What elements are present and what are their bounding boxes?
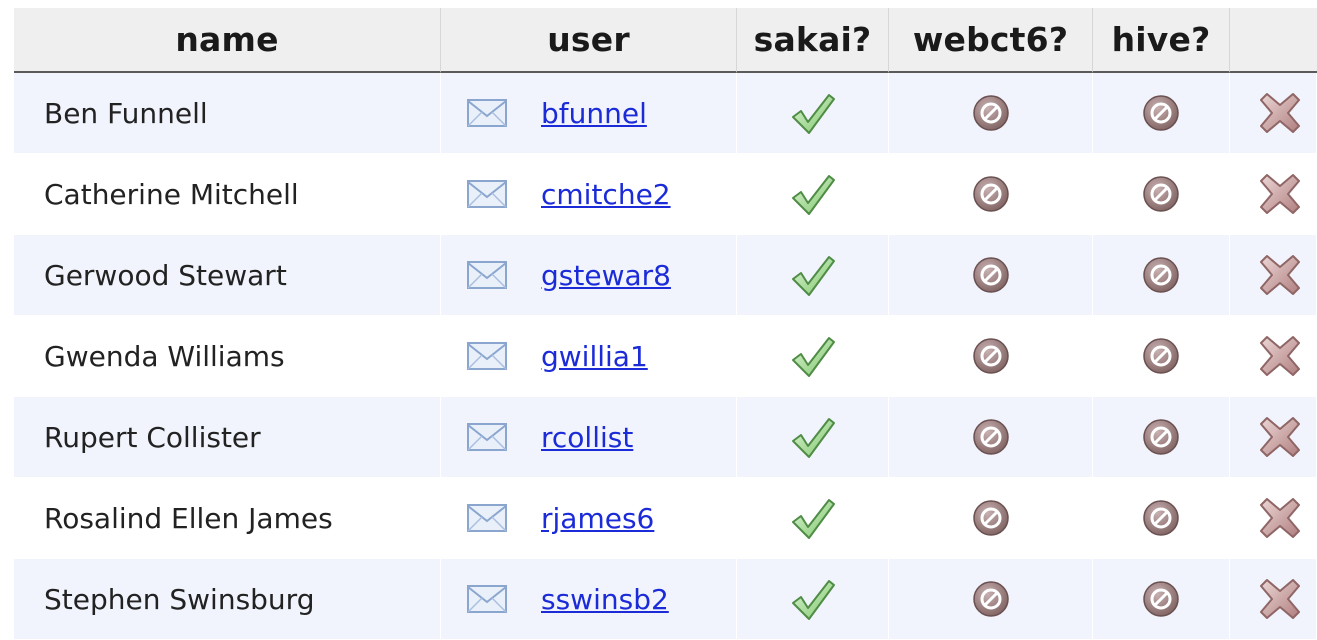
table-row <box>14 235 1317 316</box>
user-cell <box>441 316 737 397</box>
check-icon <box>789 494 837 542</box>
username-link[interactable]: rjames6 <box>541 501 655 535</box>
username-link[interactable]: rcollist <box>541 420 634 454</box>
hive-status-cell <box>1093 154 1230 235</box>
sakai-status-cell <box>737 73 889 154</box>
mail-icon[interactable] <box>467 261 507 289</box>
webct6-status-cell <box>889 235 1093 316</box>
delete-cell <box>1230 478 1317 559</box>
hive-status-cell <box>1093 559 1230 640</box>
user-full-name: Catherine Mitchell <box>14 154 441 235</box>
delete-icon[interactable] <box>1258 172 1302 216</box>
username-link[interactable]: gwillia1 <box>541 339 648 373</box>
user-cell <box>441 154 737 235</box>
mail-icon[interactable] <box>467 585 507 613</box>
mail-icon[interactable] <box>467 423 507 451</box>
column-header-actions <box>1230 8 1317 73</box>
hive-status-cell <box>1093 73 1230 154</box>
disabled-icon <box>971 336 1011 376</box>
delete-icon[interactable] <box>1258 415 1302 459</box>
delete-icon[interactable] <box>1258 334 1302 378</box>
table-row <box>14 73 1317 154</box>
hive-status-cell <box>1093 235 1230 316</box>
hive-status-cell <box>1093 478 1230 559</box>
hive-status-cell <box>1093 316 1230 397</box>
delete-icon[interactable] <box>1258 496 1302 540</box>
webct6-status-cell <box>889 559 1093 640</box>
mail-icon[interactable] <box>467 504 507 532</box>
disabled-icon <box>1141 498 1181 538</box>
user-full-name: Ben Funnell <box>14 73 441 154</box>
user-cell <box>441 397 737 478</box>
username-link[interactable]: sswinsb2 <box>541 582 669 616</box>
webct6-status-cell <box>889 478 1093 559</box>
check-icon <box>789 332 837 380</box>
column-header-hive[interactable]: hive? <box>1093 8 1230 73</box>
delete-cell <box>1230 73 1317 154</box>
column-header-webct6[interactable]: webct6? <box>889 8 1093 73</box>
disabled-icon <box>1141 93 1181 133</box>
check-icon <box>789 89 837 137</box>
table-row <box>14 397 1317 478</box>
disabled-icon <box>971 579 1011 619</box>
mail-icon[interactable] <box>467 180 507 208</box>
user-cell <box>441 73 737 154</box>
sakai-status-cell <box>737 397 889 478</box>
delete-icon[interactable] <box>1258 253 1302 297</box>
column-header-name[interactable]: name <box>14 8 441 73</box>
check-icon <box>789 170 837 218</box>
webct6-status-cell <box>889 397 1093 478</box>
check-icon <box>789 251 837 299</box>
disabled-icon <box>1141 174 1181 214</box>
webct6-status-cell <box>889 316 1093 397</box>
table-row <box>14 559 1317 640</box>
disabled-icon <box>971 417 1011 457</box>
user-cell <box>441 478 737 559</box>
delete-cell <box>1230 316 1317 397</box>
disabled-icon <box>1141 255 1181 295</box>
disabled-icon <box>1141 336 1181 376</box>
sakai-status-cell <box>737 235 889 316</box>
sakai-status-cell <box>737 154 889 235</box>
username-link[interactable]: gstewar8 <box>541 258 671 292</box>
column-header-sakai[interactable]: sakai? <box>737 8 889 73</box>
delete-cell <box>1230 154 1317 235</box>
delete-cell <box>1230 559 1317 640</box>
check-icon <box>789 413 837 461</box>
table-row <box>14 316 1317 397</box>
delete-icon[interactable] <box>1258 577 1302 621</box>
delete-icon[interactable] <box>1258 91 1302 135</box>
disabled-icon <box>971 93 1011 133</box>
user-full-name: Rosalind Ellen James <box>14 478 441 559</box>
users-table <box>14 8 1317 640</box>
user-full-name: Stephen Swinsburg <box>14 559 441 640</box>
user-full-name: Gwenda Williams <box>14 316 441 397</box>
disabled-icon <box>971 174 1011 214</box>
webct6-status-cell <box>889 154 1093 235</box>
check-icon <box>789 575 837 623</box>
sakai-status-cell <box>737 316 889 397</box>
user-cell <box>441 559 737 640</box>
column-header-user[interactable]: user <box>441 8 737 73</box>
table-row <box>14 154 1317 235</box>
user-cell <box>441 235 737 316</box>
mail-icon[interactable] <box>467 342 507 370</box>
delete-cell <box>1230 235 1317 316</box>
disabled-icon <box>971 498 1011 538</box>
table-header-row <box>14 8 1317 73</box>
delete-cell <box>1230 397 1317 478</box>
sakai-status-cell <box>737 559 889 640</box>
user-full-name: Gerwood Stewart <box>14 235 441 316</box>
disabled-icon <box>1141 417 1181 457</box>
hive-status-cell <box>1093 397 1230 478</box>
user-full-name: Rupert Collister <box>14 397 441 478</box>
sakai-status-cell <box>737 478 889 559</box>
disabled-icon <box>971 255 1011 295</box>
username-link[interactable]: bfunnel <box>541 96 647 130</box>
disabled-icon <box>1141 579 1181 619</box>
webct6-status-cell <box>889 73 1093 154</box>
username-link[interactable]: cmitche2 <box>541 177 671 211</box>
table-row <box>14 478 1317 559</box>
mail-icon[interactable] <box>467 99 507 127</box>
